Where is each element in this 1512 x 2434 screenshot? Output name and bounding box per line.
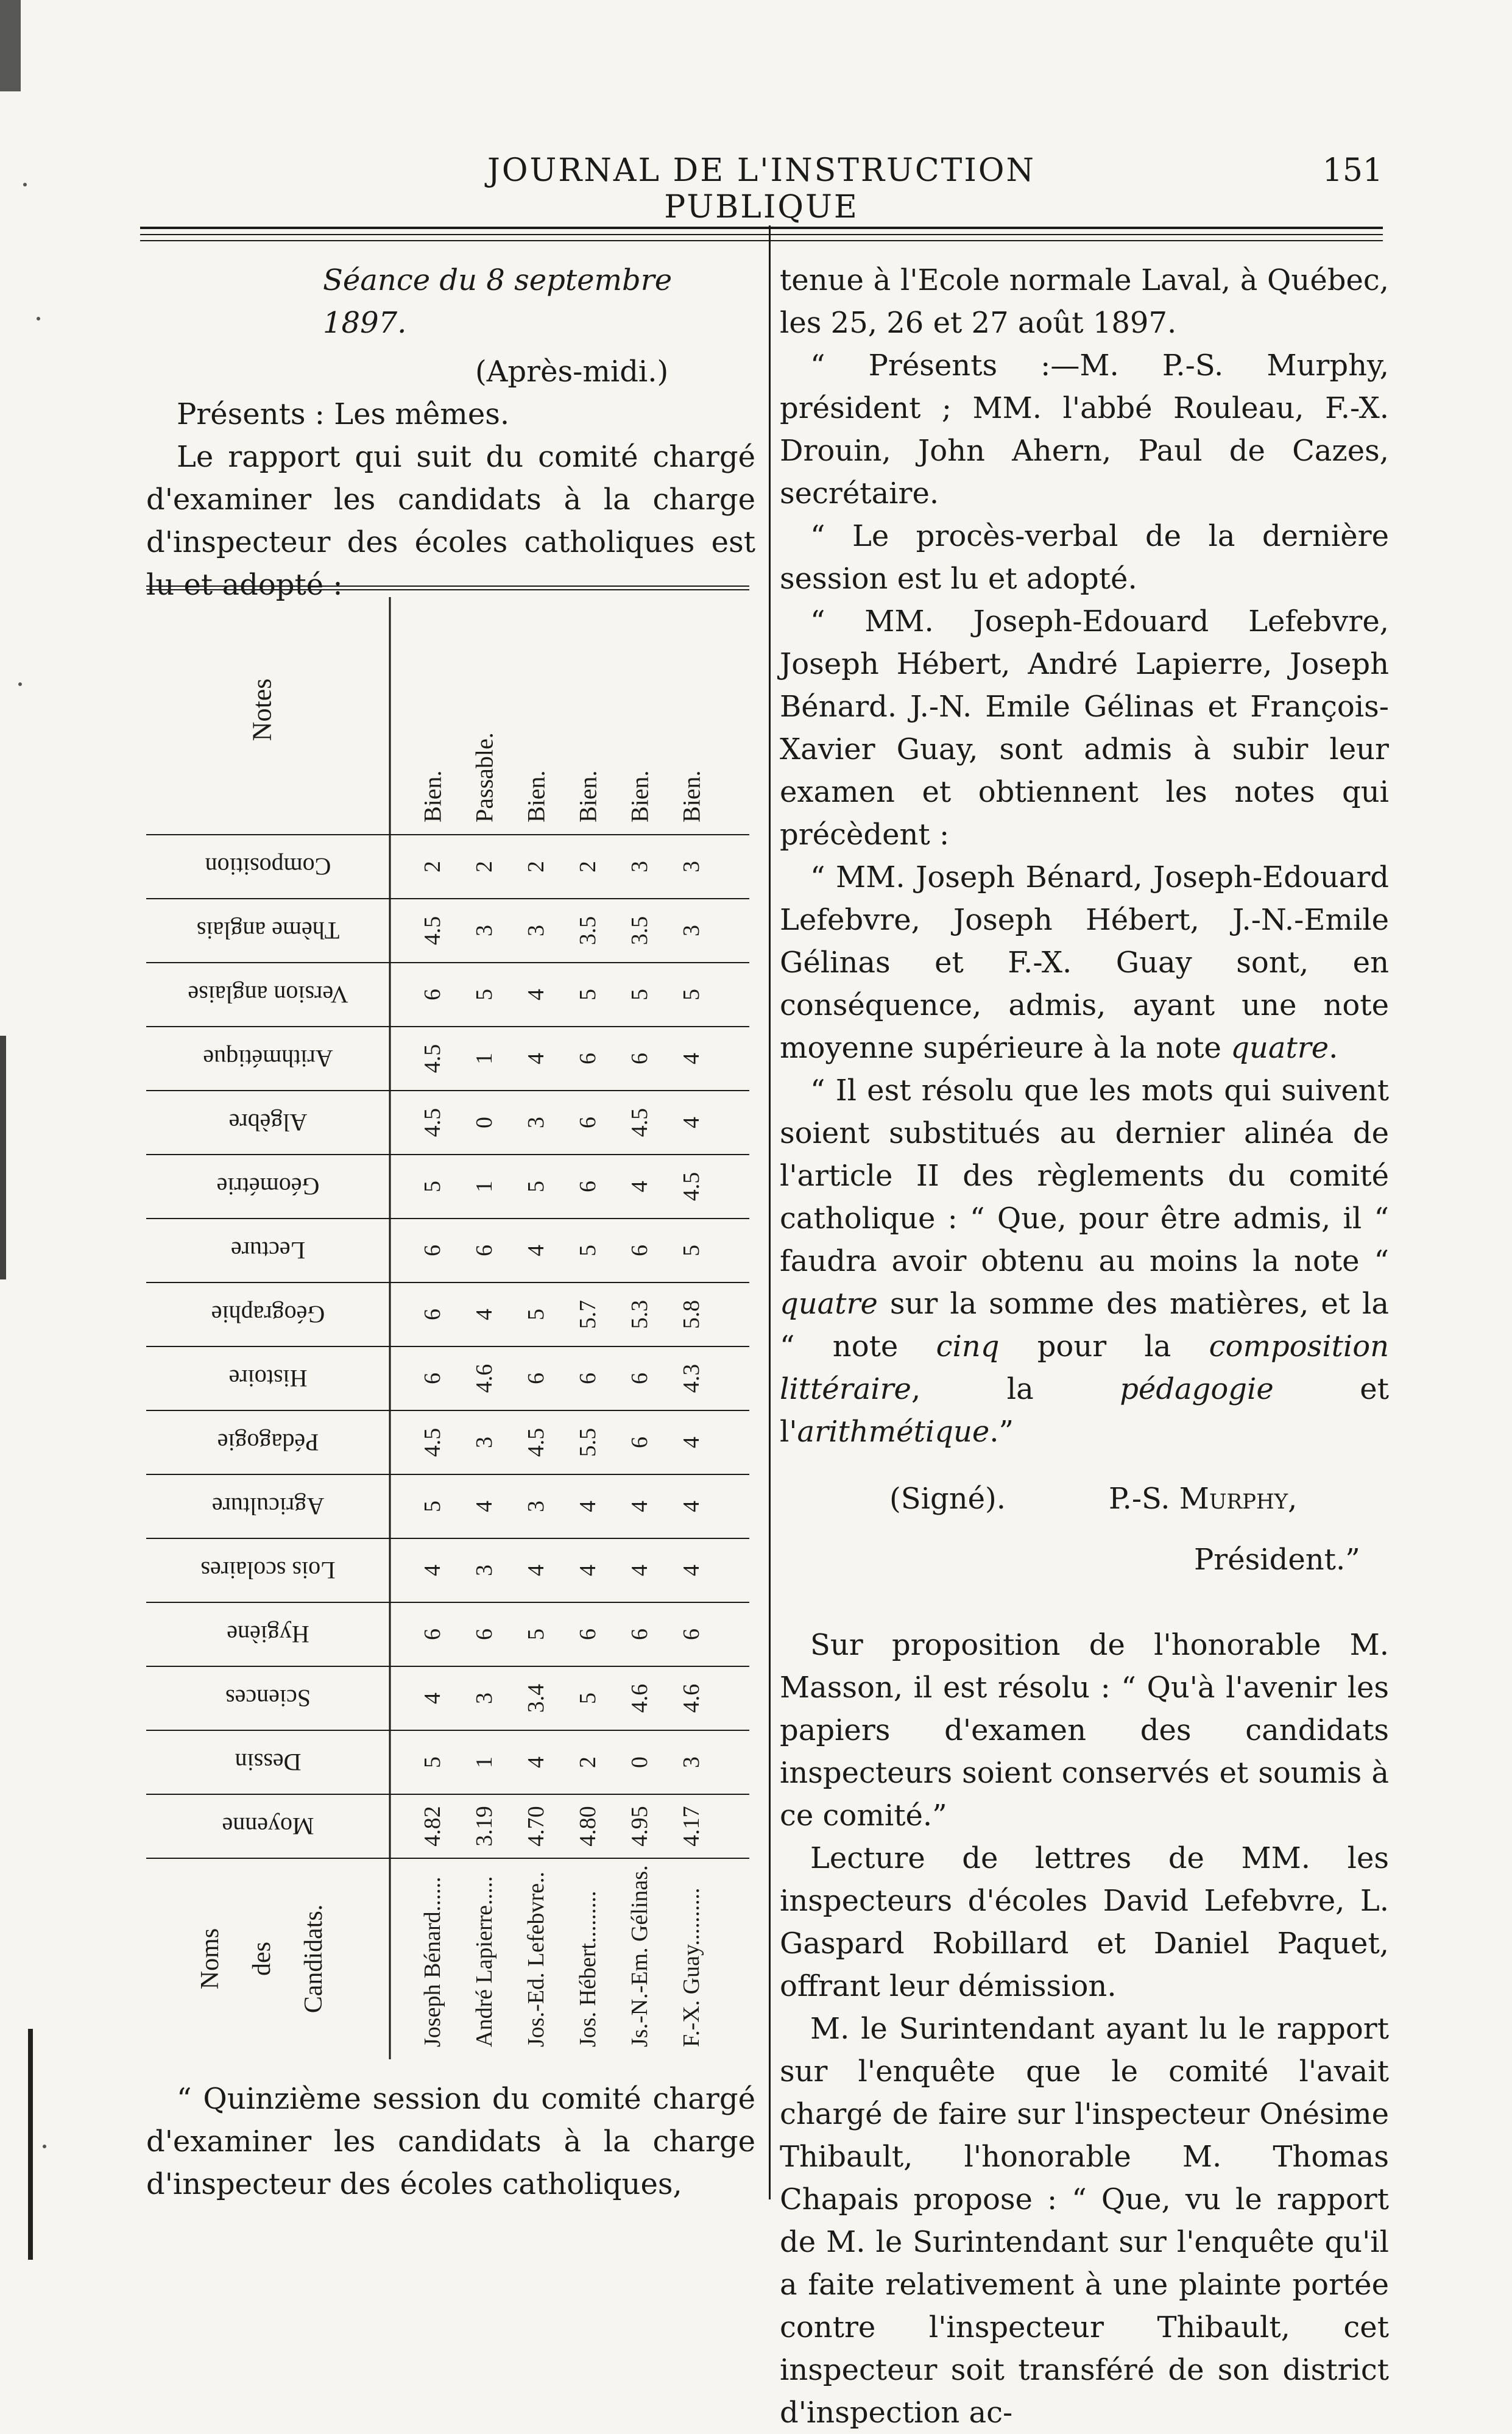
text-run-italic: pédagogie (1120, 1372, 1274, 1406)
scan-speckle (37, 317, 40, 320)
candidate-note: Bien. (626, 770, 654, 823)
grade-cell: 5 (627, 989, 652, 1000)
candidate-note: Bien. (522, 770, 550, 823)
signed-label: (Signé). (889, 1482, 1006, 1516)
subject-label: Géométrie (216, 1173, 320, 1200)
grade-cell: 5 (575, 1693, 601, 1704)
grade-cell: 2 (575, 1757, 601, 1768)
grade-cell: 4 (679, 1501, 704, 1512)
resolution-exam-papers: Sur proposition de l'honorable M. Masson, il est résolu : “ Qu'à l'avenir les papiers d'examen des candidats inspecteurs soient conservés et soumis à ce comité.” (780, 1628, 1389, 1833)
grade-cell: 3 (472, 1565, 497, 1576)
grade-cell: 5 (575, 989, 601, 1000)
candidate-note: Bien. (419, 770, 447, 823)
text-run: pour la (999, 1329, 1209, 1364)
grade-cell: 4.70 (523, 1806, 549, 1847)
scan-speckle (23, 183, 27, 186)
resolution-rule-change (780, 1069, 1389, 1453)
grade-cell: 5 (679, 989, 704, 1000)
grade-cell: 4 (627, 1501, 652, 1512)
grade-cell: 3 (472, 1693, 497, 1704)
text-run: .” (989, 1415, 1014, 1449)
candidate-note: Bien. (677, 770, 705, 823)
subject-label: Lois scolaires (200, 1557, 336, 1584)
signatory-title: Président.” (1194, 1543, 1360, 1577)
grade-cell: 6 (420, 1629, 445, 1640)
text-run-italic: quatre (780, 1287, 878, 1321)
candidate-note: Bien. (574, 770, 602, 823)
grade-cell: 4 (575, 1565, 601, 1576)
grade-cell: 3 (679, 925, 704, 936)
grade-cell: 5 (420, 1757, 445, 1768)
names-header-word: Noms (196, 1928, 224, 1990)
candidate-name: Jos.-Ed. Lefebvre.. (523, 1871, 549, 2047)
grade-cell: 1 (472, 1181, 497, 1192)
subject-label: Arithmétique (203, 1045, 333, 1072)
grade-cell: 4.5 (420, 1108, 445, 1137)
text-run-italic: cinq (936, 1329, 1000, 1364)
grade-cell: 5 (420, 1501, 445, 1512)
grade-cell: 5 (679, 1245, 704, 1256)
subject-label: Lecture (230, 1237, 306, 1264)
notes-header: Notes (247, 678, 277, 741)
candidate-name: Joseph Bénard...... (420, 1877, 445, 2047)
grade-cell: 4 (523, 1565, 549, 1576)
attendance: Présents : Les mêmes. (177, 397, 510, 431)
left-column-bottom (146, 2078, 755, 2206)
session-period: (Après-midi.) (475, 355, 669, 389)
grade-cell: 4.5 (420, 916, 445, 946)
resignation-letters: Lecture de lettres de MM. les inspecteurs d'écoles David Lefebvre, L. Gaspard Robillard et Daniel Paquet, offrant leur démission. (780, 1841, 1389, 2003)
grade-cell: 4 (472, 1309, 497, 1320)
grade-cell: 6 (627, 1373, 652, 1384)
header-rule-thick (140, 227, 1383, 229)
grade-cell: 0 (627, 1757, 652, 1768)
grade-cell: 4 (523, 989, 549, 1000)
grade-cell: 6 (575, 1629, 601, 1640)
subject-label: Géographie (211, 1301, 325, 1328)
grade-cell: 1 (472, 1053, 497, 1064)
grade-cell: 5 (523, 1181, 549, 1192)
subject-label: Composition (205, 853, 331, 880)
text-run: et l' (780, 1372, 1389, 1449)
grade-cell: 6 (575, 1117, 601, 1128)
candidate-name: F.-X. Guay.......... (679, 1887, 704, 2047)
session-heading-fifteenth: “ Quinzième session du comité chargé d'examiner les candidats à la charge d'inspecteur des écoles catholiques, (146, 2082, 755, 2201)
subject-label: Algèbre (228, 1109, 308, 1136)
scan-margin-mark (0, 0, 21, 91)
grade-cell: 3.4 (523, 1683, 549, 1713)
grade-cell: 4 (523, 1053, 549, 1064)
signatory-name: P.-S. Murphy, (1109, 1482, 1298, 1516)
grade-cell: 6 (679, 1629, 704, 1640)
grade-cell: 6 (627, 1629, 652, 1640)
grade-cell: 4 (627, 1565, 652, 1576)
grade-cell: 4.6 (472, 1364, 497, 1393)
header-rule-thin (140, 240, 1383, 241)
grade-cell: 4 (420, 1565, 445, 1576)
grade-cell: 4.80 (575, 1806, 601, 1847)
grade-cell: 3 (523, 1501, 549, 1512)
grade-cell: 4.5 (420, 1427, 445, 1457)
text-run-italic: composition littéraire (780, 1329, 1390, 1406)
grade-cell: 4.17 (679, 1806, 704, 1847)
candidate-name: Js.-N.-Em. Gélinas. (627, 1865, 652, 2047)
grade-cell: 4 (627, 1181, 652, 1192)
candidates-admitted (780, 856, 1389, 1069)
subject-label: Version anglaise (188, 981, 348, 1008)
grade-cell: 6 (627, 1053, 652, 1064)
signature-block (780, 1471, 1389, 1599)
candidate-note: Passable. (470, 732, 498, 823)
grade-cell: 4.5 (627, 1108, 652, 1137)
subject-label: Sciences (225, 1685, 311, 1712)
grade-cell: 5 (575, 1245, 601, 1256)
grade-cell: 3.19 (472, 1806, 497, 1847)
grade-cell: 5.7 (575, 1300, 601, 1329)
grade-cell: 0 (472, 1117, 497, 1128)
page-header (140, 152, 1383, 225)
grade-cell: 4 (420, 1693, 445, 1704)
grade-cell: 5 (472, 989, 497, 1000)
text-run: . (1329, 1031, 1338, 1065)
text-run-italic: arithmétique (797, 1415, 990, 1449)
grade-cell: 5 (420, 1181, 445, 1192)
grade-cell: 3 (679, 1757, 704, 1768)
subject-label: Thème anglais (196, 917, 340, 944)
subject-label: Moyenne (222, 1813, 314, 1840)
subject-label: Pédagogie (217, 1429, 319, 1456)
column-divider (769, 225, 771, 2199)
grade-cell: 4 (679, 1565, 704, 1576)
grade-cell: 4.82 (420, 1806, 445, 1847)
session-heading: Séance du 8 septembre 1897. (323, 263, 673, 340)
text-run: “ Il est résolu que les mots qui suivent soient substitués au dernier alinéa de l'article II des règlements du comité catholique : “ Que, pour être admis, il “ faudra avoir obtenu au moins la note “ (780, 1074, 1389, 1278)
scan-speckle (43, 2145, 46, 2148)
grade-cell: 6 (627, 1245, 652, 1256)
subject-label: Dessin (235, 1749, 302, 1776)
inquiry-report: M. le Surintendant ayant lu le rapport sur l'enquête que le comité l'avait chargé de faire sur l'inspecteur Onésime Thibault, l'honorable M. Thomas Chapais propose : “ Que, vu le rapport de M. le Surintendant sur l'enquête qu'il a faite relativement à une plainte portée contre l'inspecteur Thibault, cet inspecteur soit transféré de son district d'inspection ac- (780, 2012, 1389, 2430)
grade-cell: 6 (420, 1373, 445, 1384)
candidate-name: André Lapierre..... (472, 1876, 497, 2047)
grade-cell: 4.5 (420, 1044, 445, 1074)
grade-cell: 4.6 (627, 1683, 652, 1713)
grade-cell: 6 (575, 1181, 601, 1192)
grade-cell: 6 (420, 1245, 445, 1256)
grade-cell: 5.5 (575, 1427, 601, 1457)
names-header-word: des (248, 1942, 276, 1976)
grade-cell: 6 (523, 1373, 549, 1384)
grade-cell: 1 (472, 1757, 497, 1768)
grade-cell: 3 (472, 925, 497, 936)
journal-title: JOURNAL DE L'INSTRUCTION PUBLIQUE (487, 152, 1036, 225)
text-run-italic: quatre (1231, 1031, 1329, 1065)
grade-cell: 6 (472, 1245, 497, 1256)
minutes-adoption: “ Le procès-verbal de la dernière session est lu et adopté. (780, 519, 1389, 596)
minutes-attendance: “ Présents :—M. P.-S. Murphy, président ; MM. l'abbé Rouleau, F.-X. Drouin, John Ahern, Paul de Cazes, secrétaire. (780, 348, 1389, 511)
grade-cell: 3 (523, 1117, 549, 1128)
grade-cell: 2 (420, 861, 445, 872)
text-run: sur la somme des matières, et la “ note (780, 1287, 1389, 1364)
subject-label: Histoire (228, 1365, 308, 1392)
results-table (146, 585, 761, 2065)
scan-margin-mark (28, 2029, 33, 2260)
grade-cell: 3 (627, 861, 652, 872)
grade-cell: 5 (523, 1629, 549, 1640)
grade-cell: 2 (575, 861, 601, 872)
report-intro: Le rapport qui suit du comité chargé d'examiner les candidats à la charge d'inspecteur des écoles catholiques est lu et adopté : (146, 440, 755, 602)
grade-cell: 3.5 (627, 916, 652, 946)
grade-cell: 4.6 (679, 1683, 704, 1713)
grade-cell: 3.5 (575, 916, 601, 946)
grade-cell: 5.3 (627, 1300, 652, 1329)
grade-cell: 3 (523, 925, 549, 936)
grade-cell: 4.95 (627, 1806, 652, 1847)
scan-speckle (18, 682, 22, 686)
grade-cell: 6 (420, 989, 445, 1000)
candidates-examined: “ MM. Joseph-Edouard Lefebvre, Joseph Hébert, André Lapierre, Joseph Bénard. J.-N. Emile Gélinas et François-Xavier Guay, sont admis à subir leur examen et obtiennent les notes qui précèdent : (780, 604, 1389, 852)
candidate-name: Jos. Hébert......... (575, 1891, 601, 2047)
names-header-word: Candidats. (300, 1904, 328, 2014)
grade-cell: 4 (679, 1053, 704, 1064)
right-column (780, 259, 1389, 2434)
scan-margin-mark (0, 1036, 6, 1279)
grade-cell: 5 (523, 1309, 549, 1320)
page-number: 151 (1322, 152, 1383, 189)
grade-cell: 4 (679, 1117, 704, 1128)
text-run: , la (911, 1372, 1120, 1406)
grade-cell: 4 (679, 1437, 704, 1448)
grade-cell: 6 (472, 1629, 497, 1640)
grade-cell: 3 (472, 1437, 497, 1448)
subject-label: Agriculture (211, 1493, 325, 1520)
grade-cell: 4.5 (679, 1172, 704, 1201)
grade-cell: 6 (420, 1309, 445, 1320)
left-column-top (146, 259, 755, 606)
grade-cell: 6 (575, 1373, 601, 1384)
subject-label: Hygiène (227, 1621, 309, 1648)
grade-cell: 4 (472, 1501, 497, 1512)
grade-cell: 2 (472, 861, 497, 872)
grade-cell: 4.5 (523, 1427, 549, 1457)
grade-cell: 3 (679, 861, 704, 872)
grade-cell: 5.8 (679, 1300, 704, 1329)
header-rule-thin (140, 234, 1383, 235)
grade-cell: 4 (523, 1245, 549, 1256)
text-run: “ MM. Joseph Bénard, Joseph-Edouard Lefebvre, Joseph Hébert, J.-N.-Emile Gélinas et F.-X. Guay sont, en conséquence, admis, ayant une note moyenne supérieure à la note (780, 860, 1389, 1065)
grade-cell: 4 (575, 1501, 601, 1512)
grade-cell: 2 (523, 861, 549, 872)
grade-cell: 4.3 (679, 1364, 704, 1393)
grade-cell: 4 (523, 1757, 549, 1768)
grade-cell: 6 (627, 1437, 652, 1448)
session-venue: tenue à l'Ecole normale Laval, à Québec, les 25, 26 et 27 août 1897. (780, 263, 1389, 340)
grade-cell: 6 (575, 1053, 601, 1064)
